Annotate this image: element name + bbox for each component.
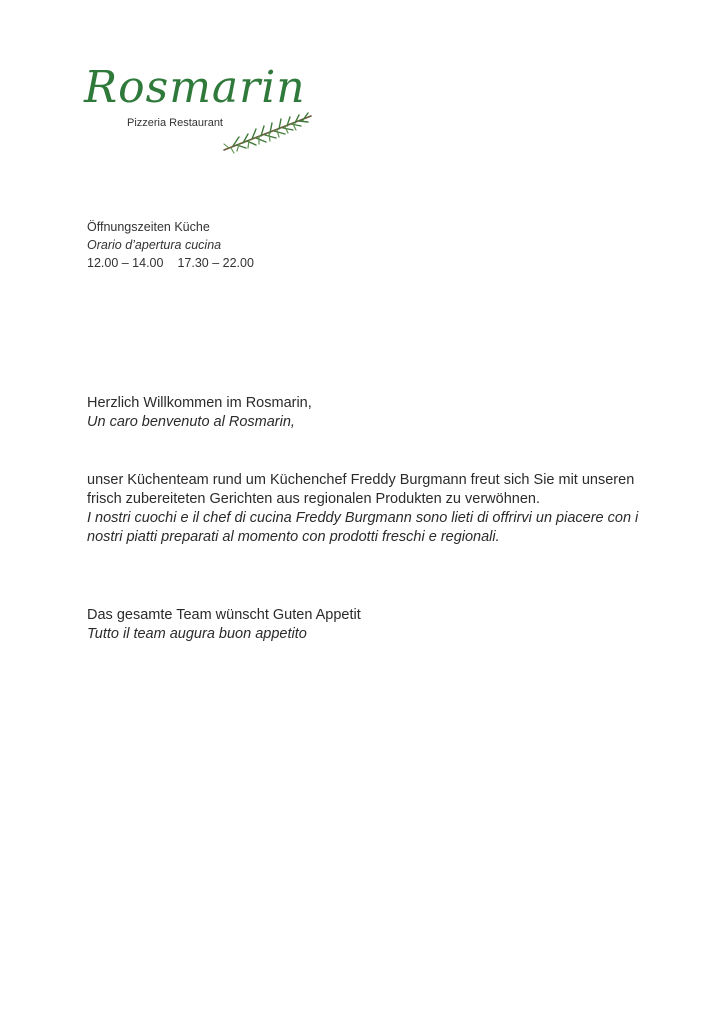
closing-section	[87, 606, 361, 644]
hours-time-dinner: 17.30 – 22.00	[177, 256, 254, 270]
intro-it-line-1: I nostri cuochi e il chef di cucina Freddy Burgmann sono lieti di offrirvi un piacere con i	[87, 510, 639, 526]
hours-title-it: Orario d’apertura cucina	[87, 238, 222, 252]
restaurant-logo	[84, 62, 319, 157]
rosemary-sprig-icon	[219, 110, 319, 155]
welcome-de: Herzlich Willkommen im Rosmarin,	[87, 395, 312, 411]
closing-de: Das gesamte Team wünscht Guten Appetit	[87, 607, 361, 623]
welcome-section	[87, 394, 312, 432]
intro-section	[87, 471, 638, 547]
logo-wordmark: Rosmarin	[84, 62, 306, 113]
closing-it: Tutto il team augura buon appetito	[87, 626, 307, 642]
kitchen-hours	[87, 218, 254, 272]
intro-de-line-1: unser Küchenteam rund um Küchenchef Freddy Burgmann freut sich Sie mit unseren	[87, 472, 635, 488]
intro-it-line-2: nostri piatti preparati al momento con prodotti freschi e regionali.	[87, 529, 500, 545]
welcome-it: Un caro benvenuto al Rosmarin,	[87, 414, 295, 430]
hours-times	[87, 254, 254, 272]
hours-time-lunch: 12.00 – 14.00	[87, 256, 164, 270]
intro-de-line-2: frisch zubereiteten Gerichten aus regionalen Produkten zu verwöhnen.	[87, 491, 540, 507]
hours-title-de: Öffnungszeiten Küche	[87, 220, 210, 234]
logo-subtitle: Pizzeria Restaurant	[127, 117, 223, 129]
